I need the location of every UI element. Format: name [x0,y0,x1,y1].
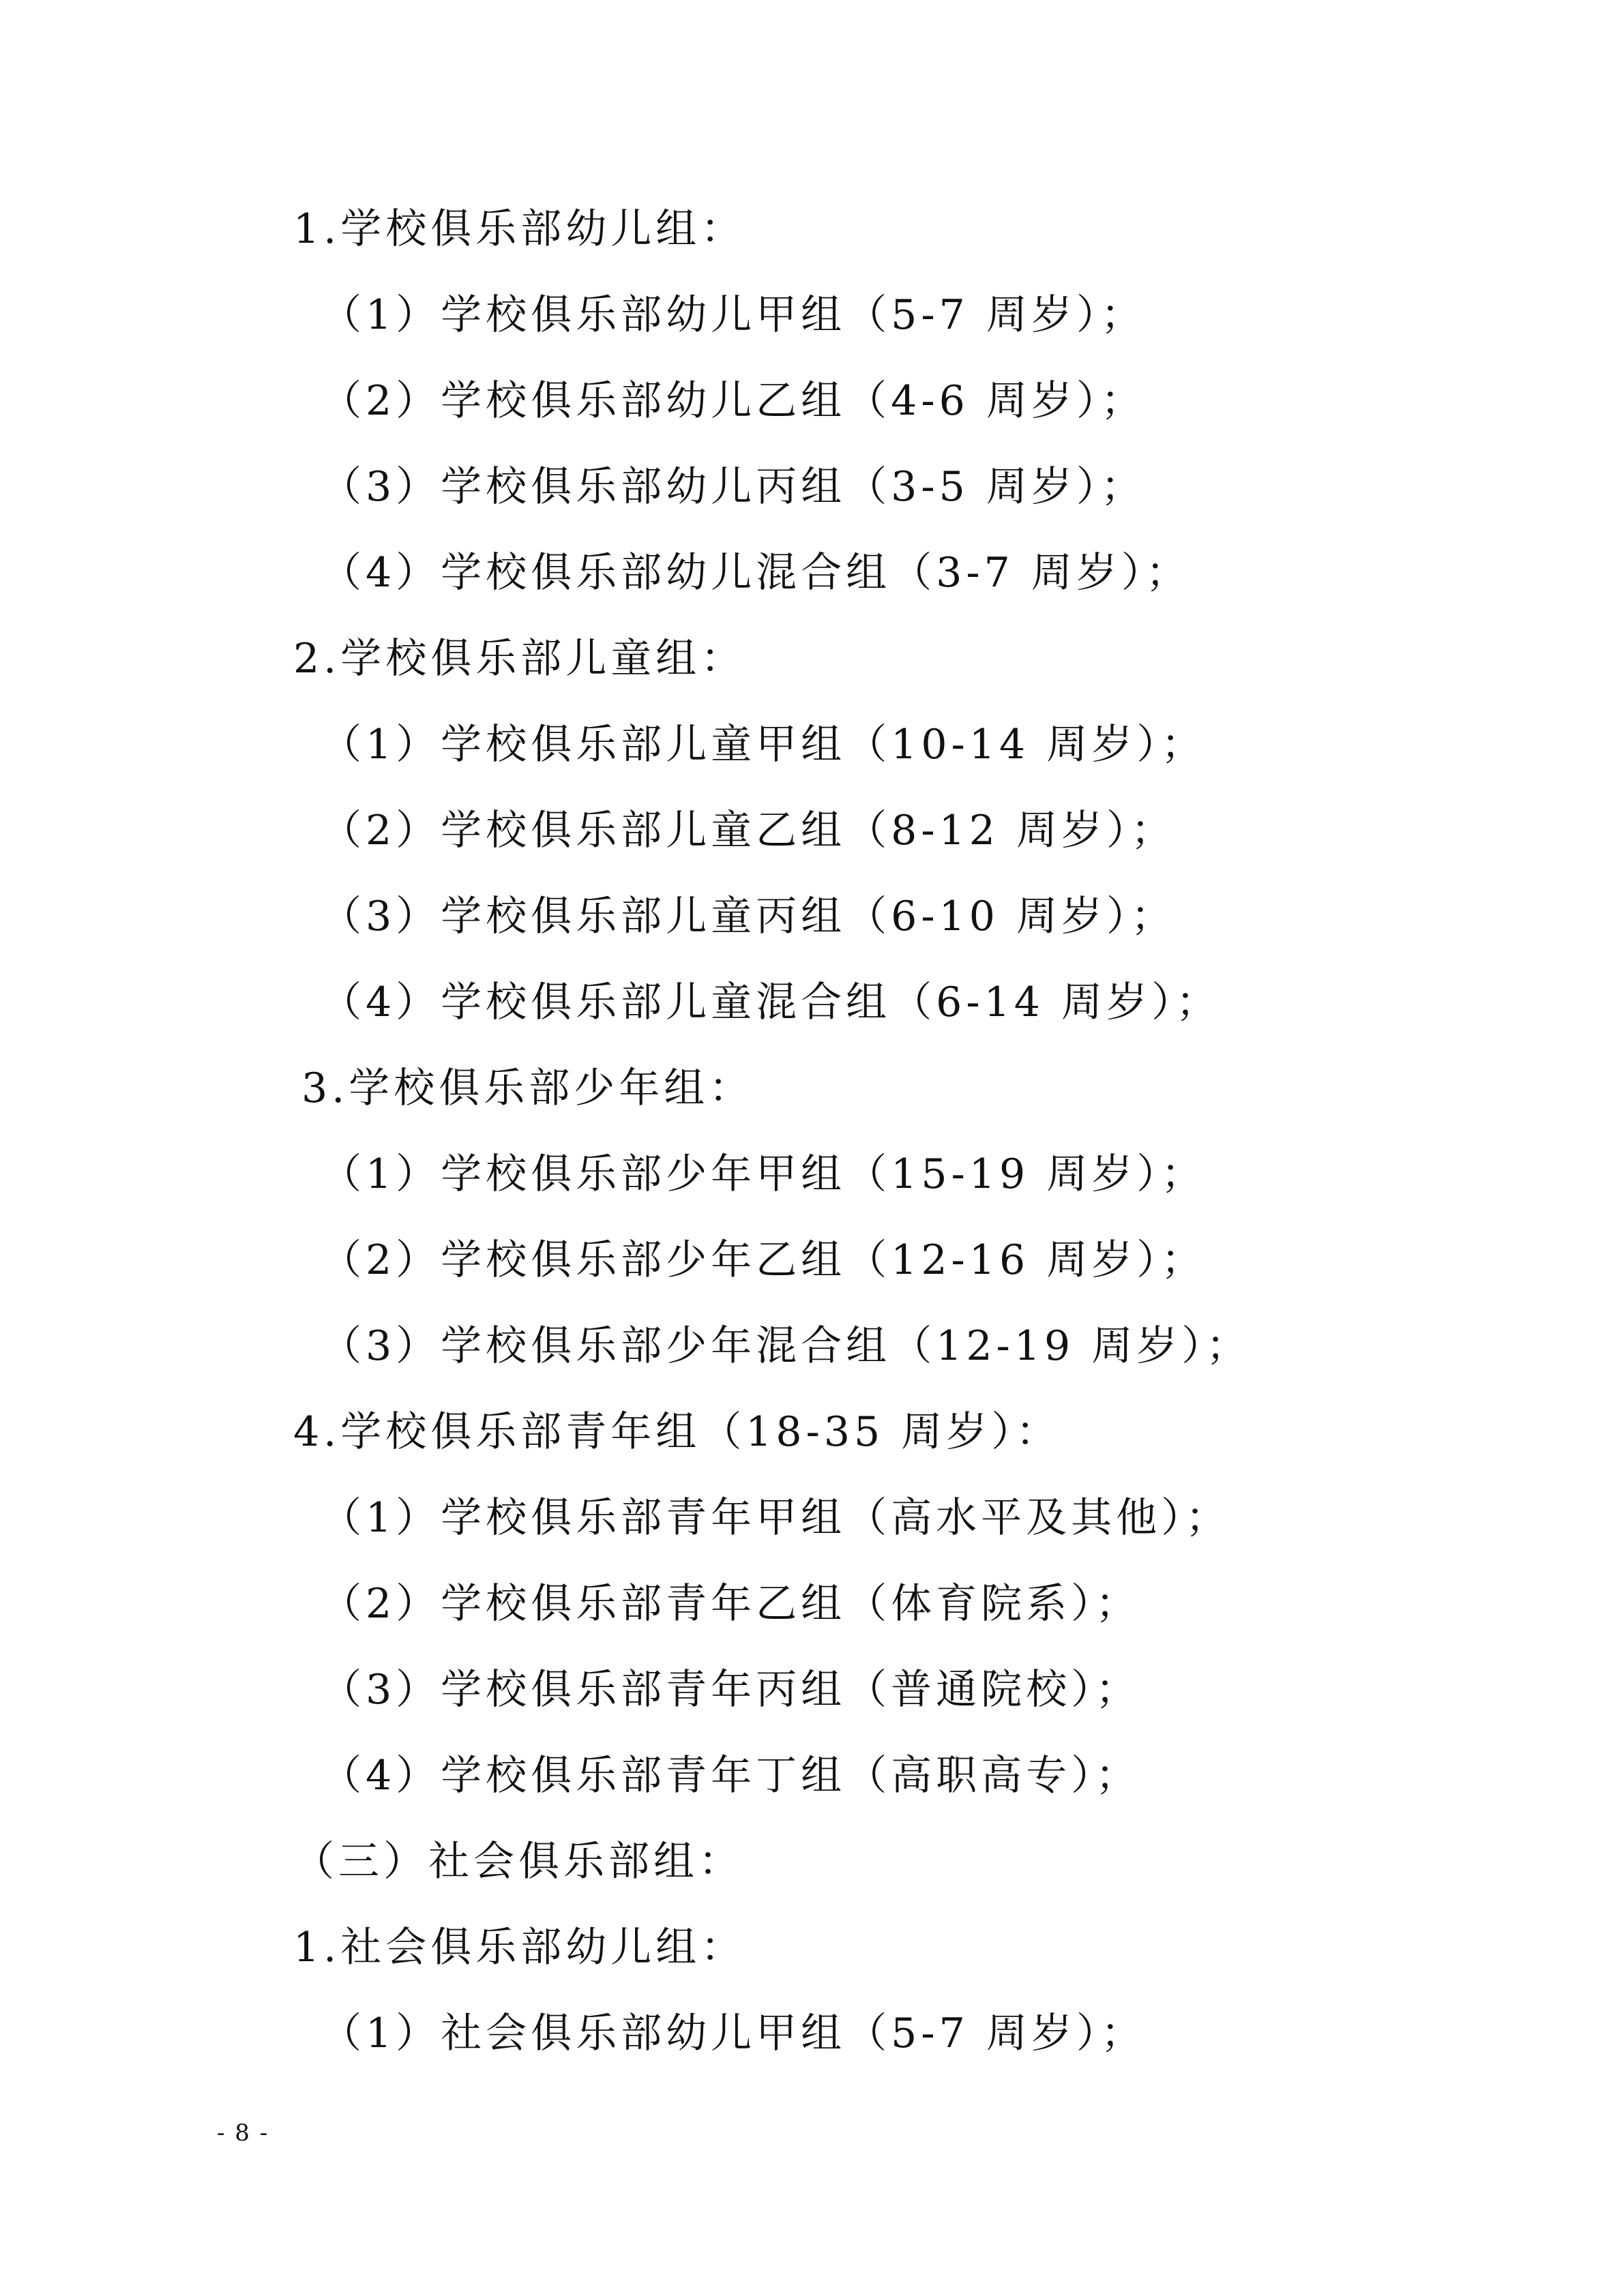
heading-school-club-preschool: 1.学校俱乐部幼儿组： [293,205,746,253]
list-item: （3）学校俱乐部少年混合组（12-19 周岁）； [321,1322,1252,1370]
list-item: （1）社会俱乐部幼儿甲组（5-7 周岁）； [321,2010,1146,2057]
list-item: （3）学校俱乐部儿童丙组（6-10 周岁）； [321,893,1177,940]
list-item: （1）学校俱乐部青年甲组（高水平及其他）； [321,1494,1231,1542]
list-item: （2）学校俱乐部儿童乙组（8-12 周岁）； [321,807,1177,854]
heading-social-club-preschool: 1.社会俱乐部幼儿组： [293,1924,746,1971]
page-number: - 8 - [217,2119,269,2147]
section-heading-social-club: （三）社会俱乐部组： [293,1838,743,1885]
list-item: （2）学校俱乐部幼儿乙组（4-6 周岁）； [321,377,1146,425]
list-item: （2）学校俱乐部青年乙组（体育院系）； [321,1580,1141,1628]
heading-school-club-young-adult: 4.学校俱乐部青年组（18-35 周岁）： [293,1408,1061,1456]
list-item: （4）学校俱乐部儿童混合组（6-14 周岁）； [321,979,1222,1026]
list-item: （1）学校俱乐部儿童甲组（10-14 周岁）； [321,721,1207,769]
list-item: （4）学校俱乐部青年丁组（高职高专）； [321,1752,1141,1800]
list-item: （3）学校俱乐部青年丙组（普通院校）； [321,1666,1141,1714]
list-item: （1）学校俱乐部幼儿甲组（5-7 周岁）； [321,291,1146,339]
list-item: （4）学校俱乐部幼儿混合组（3-7 周岁）； [321,549,1191,597]
heading-school-club-youth: 3.学校俱乐部少年组： [301,1064,754,1112]
heading-school-club-children: 2.学校俱乐部儿童组： [293,635,746,683]
list-item: （2）学校俱乐部少年乙组（12-16 周岁）； [321,1236,1207,1284]
list-item: （1）学校俱乐部少年甲组（15-19 周岁）； [321,1150,1207,1198]
list-item: （3）学校俱乐部幼儿丙组（3-5 周岁）； [321,463,1146,511]
